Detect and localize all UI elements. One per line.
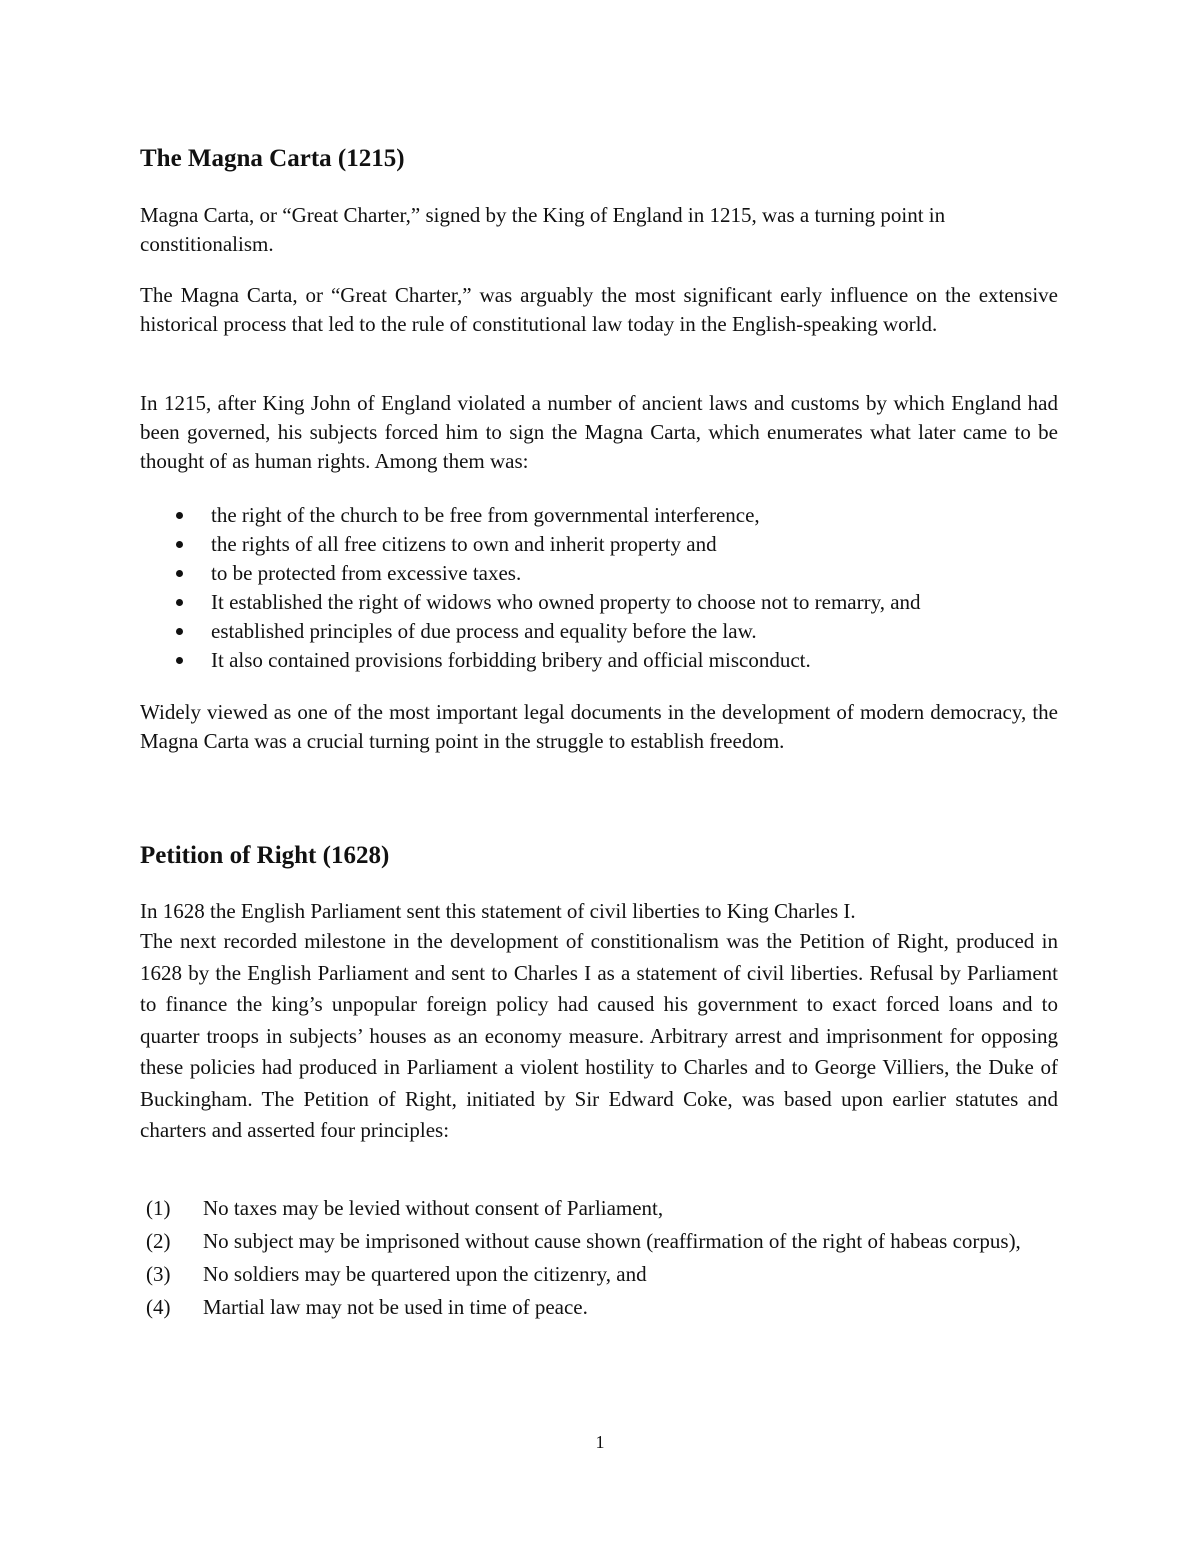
list-item-text: the right of the church to be free from governmental interference,	[211, 503, 760, 527]
paragraph: Magna Carta, or “Great Charter,” signed by the King of England in 1215, was a turning point in constitionalism.	[140, 203, 946, 256]
page-number: 1	[595, 1432, 605, 1452]
list-item	[140, 559, 1058, 588]
list-item	[140, 1225, 1058, 1258]
bullet-icon	[176, 628, 183, 635]
paragraph: In 1215, after King John of England violated a number of ancient laws and customs by which England had been governed, his subjects forced him to sign the Magna Carta, which enumerates what later came to be thought of as human rights. Among them was:	[140, 391, 1058, 473]
list-number: (4)	[146, 1295, 171, 1319]
magna-carta-intro	[140, 201, 1058, 259]
list-item-text: established principles of due process and equality before the law.	[211, 619, 757, 643]
list-item	[140, 1192, 1058, 1225]
magna-carta-conclusion	[140, 698, 1058, 756]
list-item-text: No subject may be imprisoned without cause shown (reaffirmation of the right of habeas corpus),	[203, 1229, 1021, 1253]
list-item-text: the rights of all free citizens to own and inherit property and	[211, 532, 717, 556]
list-item	[140, 1291, 1058, 1324]
paragraph: In 1628 the English Parliament sent this statement of civil liberties to King Charles I.	[140, 899, 856, 923]
bullet-icon	[176, 657, 183, 664]
bullet-icon	[176, 512, 183, 519]
rights-bullet-list	[140, 501, 1058, 675]
list-item-text: Martial law may not be used in time of peace.	[203, 1295, 588, 1319]
list-item	[140, 646, 1058, 675]
petition-intro	[140, 897, 1058, 926]
magna-carta-influence	[140, 281, 1058, 339]
paragraph: The Magna Carta, or “Great Charter,” was arguably the most significant early influence on the extensive historical process that led to the rule of constitutional law today in the English-speaking world.	[140, 283, 1058, 336]
bullet-icon	[176, 570, 183, 577]
list-item	[140, 530, 1058, 559]
section-title: The Magna Carta (1215)	[140, 145, 405, 172]
list-item-text: It also contained provisions forbidding bribery and official misconduct.	[211, 648, 811, 672]
magna-carta-history	[140, 389, 1058, 476]
section-title: Petition of Right (1628)	[140, 842, 390, 869]
list-number: (2)	[146, 1229, 171, 1253]
list-item-text: It established the right of widows who owned property to choose not to remarry, and	[211, 590, 921, 614]
paragraph: Widely viewed as one of the most important legal documents in the development of modern democracy, the Magna Carta was a crucial turning point in the struggle to establish freedom.	[140, 700, 1058, 753]
list-item-text: No soldiers may be quartered upon the citizenry, and	[203, 1262, 647, 1286]
list-item	[140, 501, 1058, 530]
bullet-icon	[176, 599, 183, 606]
list-item-text: to be protected from excessive taxes.	[211, 561, 522, 585]
list-item	[140, 588, 1058, 617]
petition-history	[140, 926, 1058, 1147]
section-magna-carta	[140, 144, 1058, 174]
list-item	[140, 1258, 1058, 1291]
list-number: (1)	[146, 1196, 171, 1220]
bullet-icon	[176, 541, 183, 548]
principles-numbered-list	[140, 1192, 1058, 1324]
list-item	[140, 617, 1058, 646]
paragraph: The next recorded milestone in the development of constitionalism was the Petition of Right, produced in 1628 by the English Parliament and sent to Charles I as a statement of civil liberties. Refusal by Parliament to finance the king’s unpopular foreign policy had caused his government to exact forced loans and to quarter troops in subjects’ houses as an economy measure. Arbitrary arrest and imprisonment for opposing these policies had produced in Parliament a violent hostility to Charles and to George Villiers, the Duke of Buckingham. The Petition of Right, initiated by Sir Edward Coke, was based upon earlier statutes and charters and asserted four principles:	[140, 929, 1058, 1142]
list-number: (3)	[146, 1262, 171, 1286]
list-item-text: No taxes may be levied without consent of Parliament,	[203, 1196, 664, 1220]
section-petition-of-right	[140, 841, 1058, 871]
